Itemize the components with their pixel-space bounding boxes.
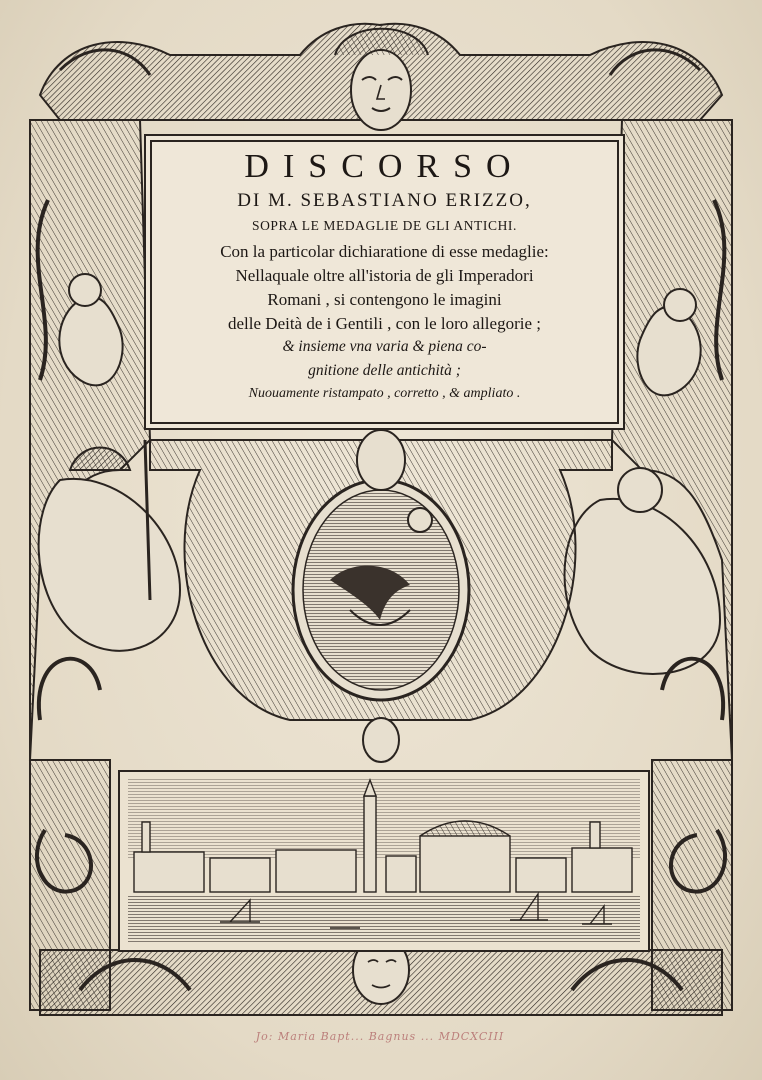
title-line-6: Romani , si contengono le imagini xyxy=(267,290,502,309)
title-line-9: gnitione delle antichità ; xyxy=(308,362,461,379)
title-line-5: Nellaquale oltre all'istoria de gli Imperadori xyxy=(235,266,534,285)
title-line-7: delle Deità de i Gentili , con le loro allegorie ; xyxy=(228,314,541,333)
venice-view-frame xyxy=(118,770,650,952)
title-line-8: & insieme vna varia & piena co- xyxy=(282,338,487,355)
title-line-4: Con la particolar dichiaratione di esse medaglie: xyxy=(220,242,549,261)
title-subject: SOPRA LE MEDAGLIE DE GLI ANTICHI. xyxy=(251,218,518,233)
title-author: DI M. SEBASTIANO ERIZZO, xyxy=(237,190,532,211)
title-main: DISCORSO xyxy=(244,148,525,185)
top-ornament xyxy=(40,24,722,130)
title-cartouche xyxy=(150,140,619,424)
title-line-10: Nuouamente ristampato , corretto , & ampliato . xyxy=(248,386,521,401)
venice-view-image xyxy=(120,772,648,950)
central-medallion xyxy=(150,430,612,762)
handwritten-provenance-note: Jo: Maria Bapt... Bagnus ... MDCXCIII xyxy=(255,1030,505,1043)
title-text-block xyxy=(152,142,617,422)
